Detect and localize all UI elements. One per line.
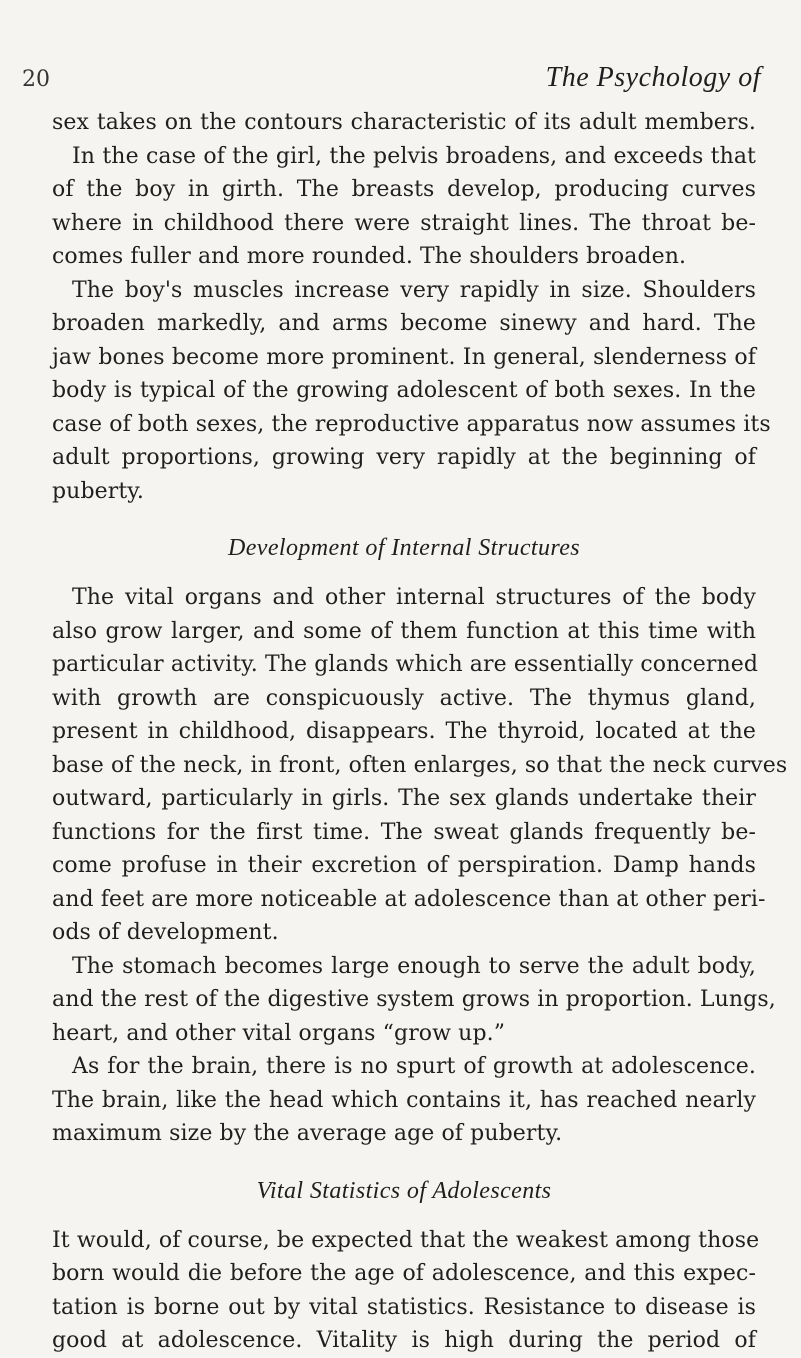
text-line: The boy's muscles increase very rapidly in size. Shoulders	[72, 277, 756, 303]
running-head	[22, 62, 761, 102]
text-line: with growth are conspicuously active. The thymus gland,	[52, 685, 756, 711]
text-line: It would, of course, be expected that the weakest among those	[52, 1227, 760, 1253]
text-line: puberty.	[52, 478, 145, 504]
text-line: particular activity. The glands which are essentially concerned	[52, 652, 759, 677]
text-line: where in childhood there were straight lines. The throat be-	[52, 210, 756, 236]
text-line: tation is borne out by vital statistics. Resistance to disease is	[52, 1294, 756, 1320]
text-line: also grow larger, and some of them function at this time with	[52, 618, 756, 644]
text-line: come profuse in their excretion of perspiration. Damp hands	[52, 853, 756, 878]
text-line: The brain, like the head which contains it, has reached nearly	[52, 1087, 756, 1113]
running-title: The Psychology of	[545, 62, 761, 93]
text-line: heart, and other vital organs “grow up.”	[52, 1020, 506, 1046]
text-line: body is typical of the growing adolescent of both sexes. In the	[52, 378, 756, 403]
text-line: comes fuller and more rounded. The shoulders broaden.	[52, 244, 687, 269]
page-body	[52, 106, 788, 1358]
text-line: case of both sexes, the reproductive apparatus now assumes its	[52, 411, 771, 437]
text-line: of the boy in girth. The breasts develop, producing curves	[52, 177, 756, 202]
text-line: and the rest of the digestive system grows in proportion. Lungs,	[52, 987, 776, 1012]
text-line: functions for the first time. The sweat glands frequently be-	[52, 819, 756, 845]
text-line: maximum size by the average age of puberty.	[52, 1121, 563, 1146]
text-line: present in childhood, disappears. The thyroid, located at the	[52, 719, 756, 744]
text-line: In the case of the girl, the pelvis broadens, and exceeds that	[72, 143, 756, 169]
text-line: The vital organs and other internal structures of the body	[72, 585, 756, 610]
page-number: 20	[22, 67, 50, 92]
text-line: outward, particularly in girls. The sex glands undertake their	[52, 786, 756, 811]
text-line: ods of development.	[52, 920, 279, 945]
text-line: born would die before the age of adolescence, and this expec-	[52, 1261, 756, 1286]
text-line: good at adolescence. Vitality is high during the period of	[52, 1328, 756, 1353]
section-heading: Development of Internal Structures	[228, 535, 580, 561]
text-line: The stomach becomes large enough to serve the adult body,	[72, 953, 756, 979]
text-line: base of the neck, in front, often enlarges, so that the neck curves	[52, 752, 788, 778]
text-line: adult proportions, growing very rapidly at the beginning of	[52, 445, 756, 470]
text-line: As for the brain, there is no spurt of growth at adolescence.	[72, 1054, 756, 1079]
section-heading: Vital Statistics of Adolescents	[256, 1177, 552, 1204]
text-line: sex takes on the contours characteristic of its adult members.	[52, 110, 756, 135]
text-line: and feet are more noticeable at adolescence than at other peri-	[52, 886, 766, 912]
text-line: broaden markedly, and arms become sinewy and hard. The	[52, 311, 756, 336]
text-line: jaw bones become more prominent. In general, slenderness of	[52, 344, 756, 370]
